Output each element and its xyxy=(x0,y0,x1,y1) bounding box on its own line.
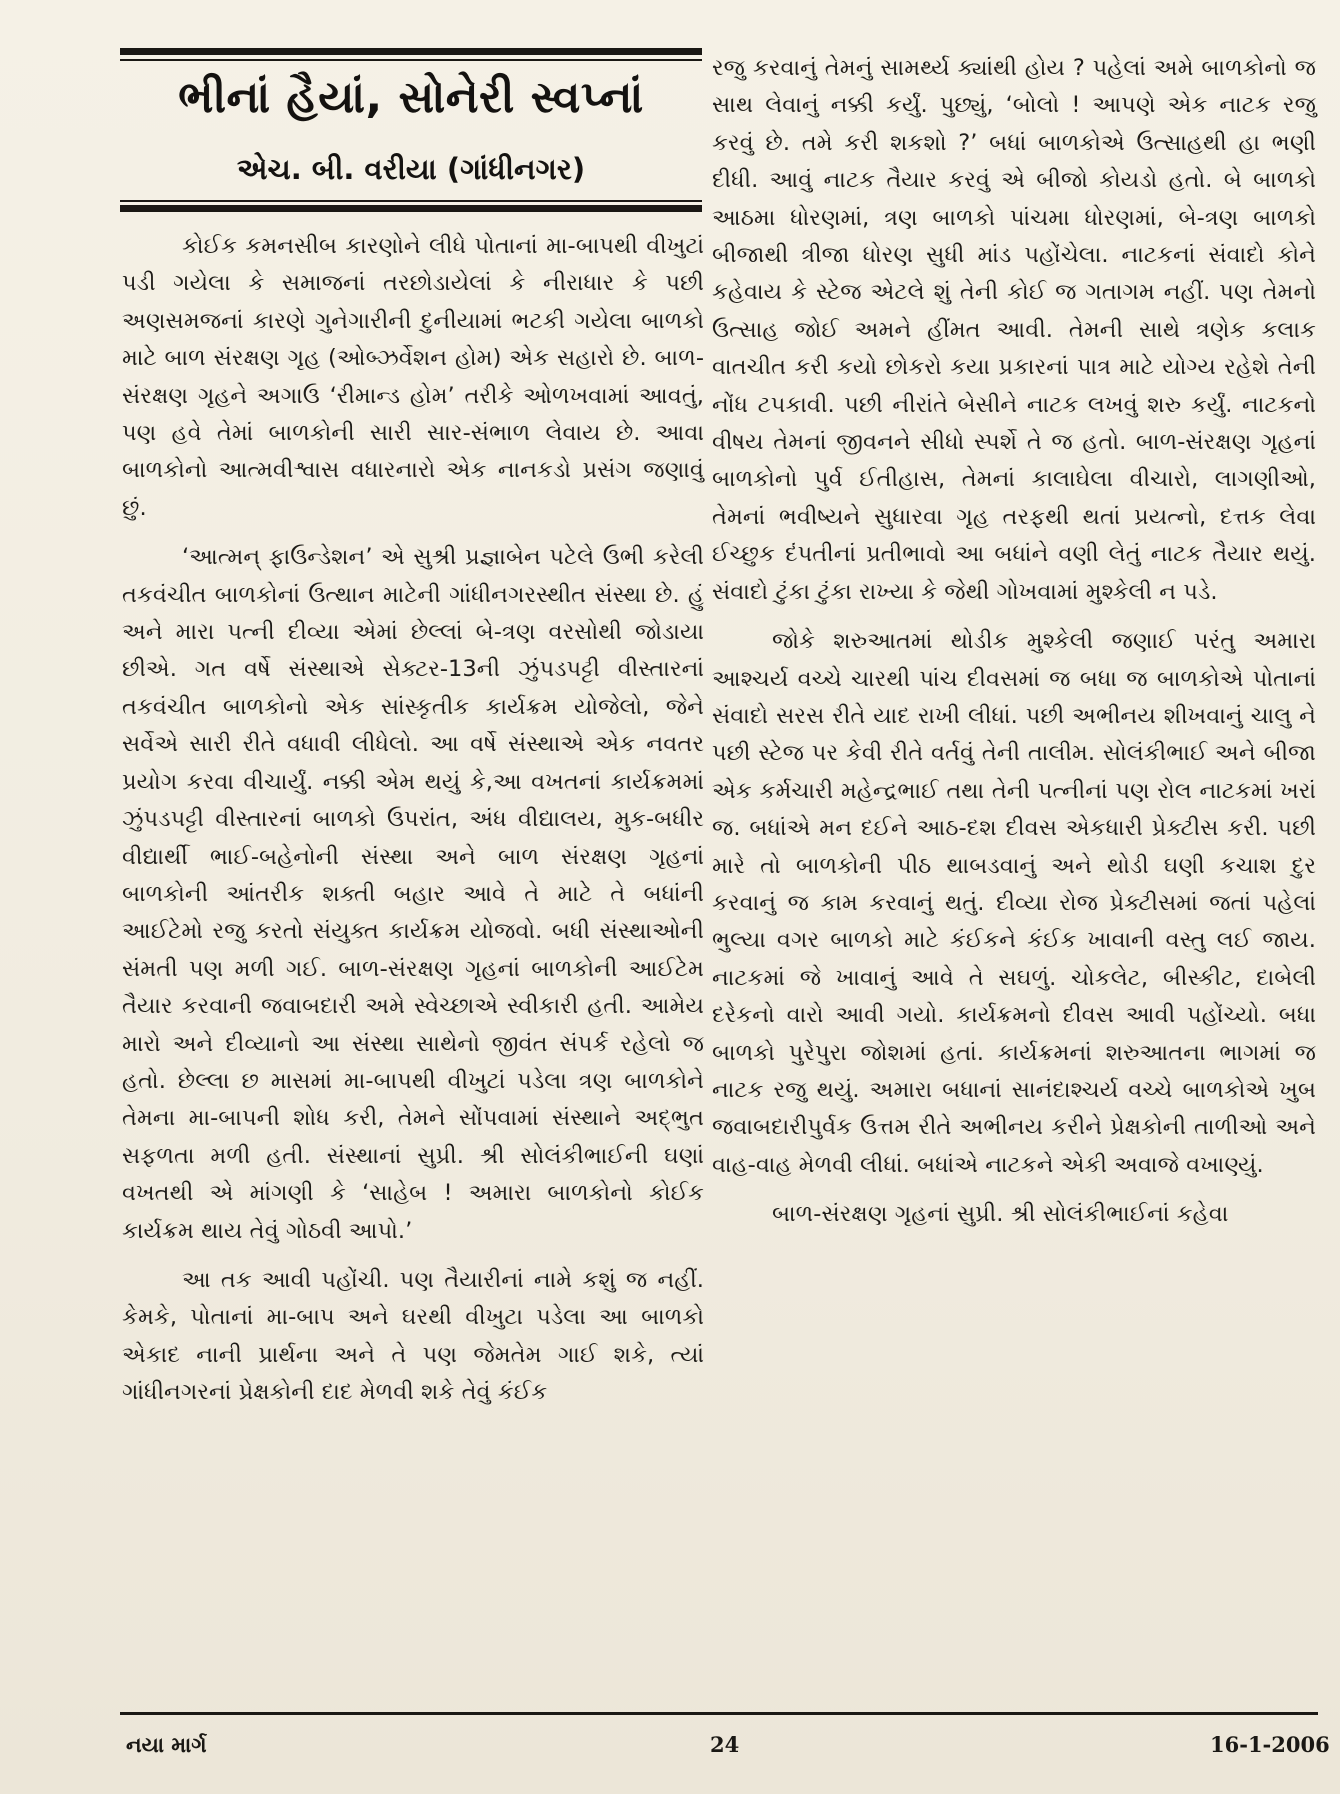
magazine-name: નયા માર્ગ xyxy=(126,1732,207,1757)
paragraph: આ તક આવી પહોંચી. પણ તૈયારીનાં નામે કશું જ નહીં. કેમકે, પોતાનાં મા-બાપ અને ઘરથી વીખુટા પડેલા આ બાળકો એકાદ નાની પ્રાર્થના અને તે પણ જેમતેમ ગાઈ શકે, ત્યાં ગાંધીનગરનાં પ્રેક્ષકોની દાદ મેળવી શકે તેવું કંઈક xyxy=(122,1266,704,1406)
article-author: એચ. બી. વરીયા (ગાંધીનગર) xyxy=(236,152,586,186)
paragraph: બાળ-સંરક્ષણ ગૃહનાં સુપ્રી. શ્રી સોલંકીભાઈનાં કહેવા xyxy=(772,1201,1229,1228)
paragraph: જોકે શરુઆતમાં થોડીક મુશ્કેલી જણાઈ પરંતુ અમારા આશ્ચર્ય વચ્ચે ચારથી પાંચ દીવસમાં જ બધા જ બાળકોએ પોતાનાં સંવાદો સરસ રીતે યાદ રાખી લીધાં. પછી અભીનય શીખવાનું ચાલુ ને પછી સ્ટેજ પર કેવી રીતે વર્તવું તેની તાલીમ. સોલંકીભાઈ અને બીજા એક કર્મચારી મહેન્દ્રભાઈ તથા તેની પત્નીનાં પણ રોલ નાટકમાં ખરાં જ. બધાંએ મન દઈને આઠ-દશ દીવસ એકધારી પ્રેક્ટીસ કરી. પછી મારે તો બાળકોની પીઠ થાબડવાનું અને થોડી ઘણી કચાશ દુર કરવાનું જ કામ કરવાનું થતું. દીવ્યા રોજ પ્રેક્ટીસમાં જતાં પહેલાં ભુલ્યા વગર બાળકો માટે કંઈકને કંઈક ખાવાની વસ્તુ લઈ જાય. નાટકમાં જે ખાવાનું આવે તે સઘળું. ચોકલેટ, બીસ્કીટ, દાબેલી દરેકનો વારો આવી ગયો. કાર્યક્રમનો દીવસ આવી પહોંચ્યો. બધા બાળકો પુરેપુરા જોશમાં હતાં. કાર્યક્રમનાં શરુઆતના ભાગમાં જ નાટક રજુ થયું. અમારા બધાનાં સાનંદાશ્ચર્ય વચ્ચે બાળકોએ ખુબ જવાબદારીપુર્વક ઉત્તમ રીતે અભીનય કરીને પ્રેક્ષકોની તાળીઓ અને વાહ-વાહ મેળવી લીધાં. બધાંએ નાટકને એકી અવાજે વખાણ્યું. xyxy=(712,628,1316,1178)
title-bottom-rule xyxy=(120,205,702,212)
title-bottom-thin-rule xyxy=(120,200,702,202)
paragraph: રજુ કરવાનું તેમનું સામર્થ્ય ક્યાંથી હોય ? પહેલાં અમે બાળકોનો જ સાથ લેવાનું નક્કી કર્યું. પુછ્યું, ‘બોલો ! આપણે એક નાટક રજુ કરવું છે. તમે કરી શકશો ?’ બધાં બાળકોએ ઉત્સાહથી હા ભણી દીધી. આવું નાટક તૈયાર કરવું એ બીજો કોયડો હતો. બે બાળકો આઠમા ધોરણમાં, ત્રણ બાળકો પાંચમા ધોરણમાં, બે-ત્રણ બાળકો બીજાથી ત્રીજા ધોરણ સુધી માંડ પહોંચેલા. નાટકનાં સંવાદો કોને કહેવાય કે સ્ટેજ એટલે શું તેની કોઈ જ ગતાગમ નહીં. પણ તેમનો ઉત્સાહ જોઈ અમને હીંમત આવી. તેમની સાથે ત્રણેક કલાક વાતચીત કરી કયો છોકરો કયા પ્રકારનાં પાત્ર માટે યોગ્ય રહેશે તેની નોંધ ટપકાવી. પછી નીરાંતે બેસીને નાટક લખવું શરુ કર્યું. નાટકનો વીષય તેમનાં જીવનને સીધો સ્પર્શે તે જ હતો. બાળ-સંરક્ષણ ગૃહનાં બાળકોનો પુર્વ ઈતીહાસ, તેમનાં કાલાઘેલા વીચારો, લાગણીઓ, તેમનાં ભવીષ્યને સુધારવા ગૃહ તરફથી થતાં પ્રયત્નો, દત્તક લેવા ઈચ્છુક દંપતીનાં પ્રતીભાવો આ બધાંને વણી લેતું નાટક તૈયાર થયું. સંવાદો ટુંકા ટુંકા રાખ્યા કે જેથી ગોખવામાં મુશ્કેલી ન પડે. xyxy=(712,55,1316,605)
paragraph: કોઈક કમનસીબ કારણોને લીધે પોતાનાં મા-બાપથી વીખુટાં પડી ગયેલા કે સમાજનાં તરછોડાયેલાં કે નીરાધાર કે પછી અણસમજનાં કારણે ગુનેગારીની દુનીયામાં ભટકી ગયેલા બાળકો માટે બાળ સંરક્ષણ ગૃહ (ઓબ્ઝર્વેશન હોમ) એક સહારો છે. બાળ-સંરક્ષણ ગૃહને અગાઉ ‘રીમાન્ડ હોમ’ તરીકે ઓળખવામાં આવતું, પણ હવે તેમાં બાળકોની સારી સાર-સંભાળ લેવાય છે. આવા બાળકોનો આત્મવીશ્વાસ વધારનારો એક નાનકડો પ્રસંગ જણાવું છું. xyxy=(122,233,704,521)
right-column xyxy=(712,50,1316,1234)
article-title: ભીનાં હૈયાં, સોનેરી સ્વપ્નાં xyxy=(178,72,644,123)
issue-date: 16-1-2006 xyxy=(1210,1732,1330,1757)
left-column xyxy=(122,228,704,1412)
paragraph: ‘આત્મન્ ફાઉન્ડેશન’ એ સુશ્રી પ્રજ્ઞાબેન પટેલે ઉભી કરેલી તકવંચીત બાળકોનાં ઉત્થાન માટેની ગાંધીનગરસ્થીત સંસ્થા છે. હું અને મારા પત્ની દીવ્યા એમાં છેલ્લાં બે-ત્રણ વરસોથી જોડાયા છીએ. ગત વર્ષે સંસ્થાએ સેક્ટર-13ની ઝુંપડપટ્ટી વીસ્તારનાં તકવંચીત બાળકોનો એક સાંસ્કૃતીક કાર્યક્રમ યોજેલો, જેને સર્વેએ સારી રીતે વધાવી લીધેલો. આ વર્ષે સંસ્થાએ એક નવતર પ્રયોગ કરવા વીચાર્યું. નક્કી એમ થયું કે,આ વખતનાં કાર્યક્રમમાં ઝુંપડપટ્ટી વીસ્તારનાં બાળકો ઉપરાંત, અંધ વીદ્યાલય, મુક-બધીર વીદ્યાર્થી ભાઈ-બહેનોની સંસ્થા અને બાળ સંરક્ષણ ગૃહનાં બાળકોની આંતરીક શક્તી બહાર આવે તે માટે તે બધાંની આઈટેમો રજુ કરતો સંયુક્ત કાર્યક્રમ યોજવો. બધી સંસ્થાઓની સંમતી પણ મળી ગઈ. બાળ-સંરક્ષણ ગૃહનાં બાળકોની આઈટેમ તૈયાર કરવાની જવાબદારી અમે સ્વેચ્છાએ સ્વીકારી હતી. આમેય મારો અને દીવ્યાનો આ સંસ્થા સાથેનો જીવંત સંપર્ક રહેલો જ હતો. છેલ્લા છ માસમાં મા-બાપથી વીખુટાં પડેલા ત્રણ બાળકોને તેમના મા-બાપની શોધ કરી, તેમને સોંપવામાં સંસ્થાને અદ્ભુત સફળતા મળી હતી. સંસ્થાનાં સુપ્રી. શ્રી સોલંકીભાઈની ઘણાં વખતથી એ માંગણી કે ‘સાહેબ ! અમારા બાળકોનો કોઈક કાર્યક્રમ થાય તેવું ગોઠવી આપો.’ xyxy=(122,544,704,1244)
page-number: 24 xyxy=(710,1732,740,1757)
footer-rule xyxy=(120,1712,1318,1715)
title-top-rule xyxy=(120,48,702,55)
title-top-thin-rule xyxy=(120,59,702,61)
